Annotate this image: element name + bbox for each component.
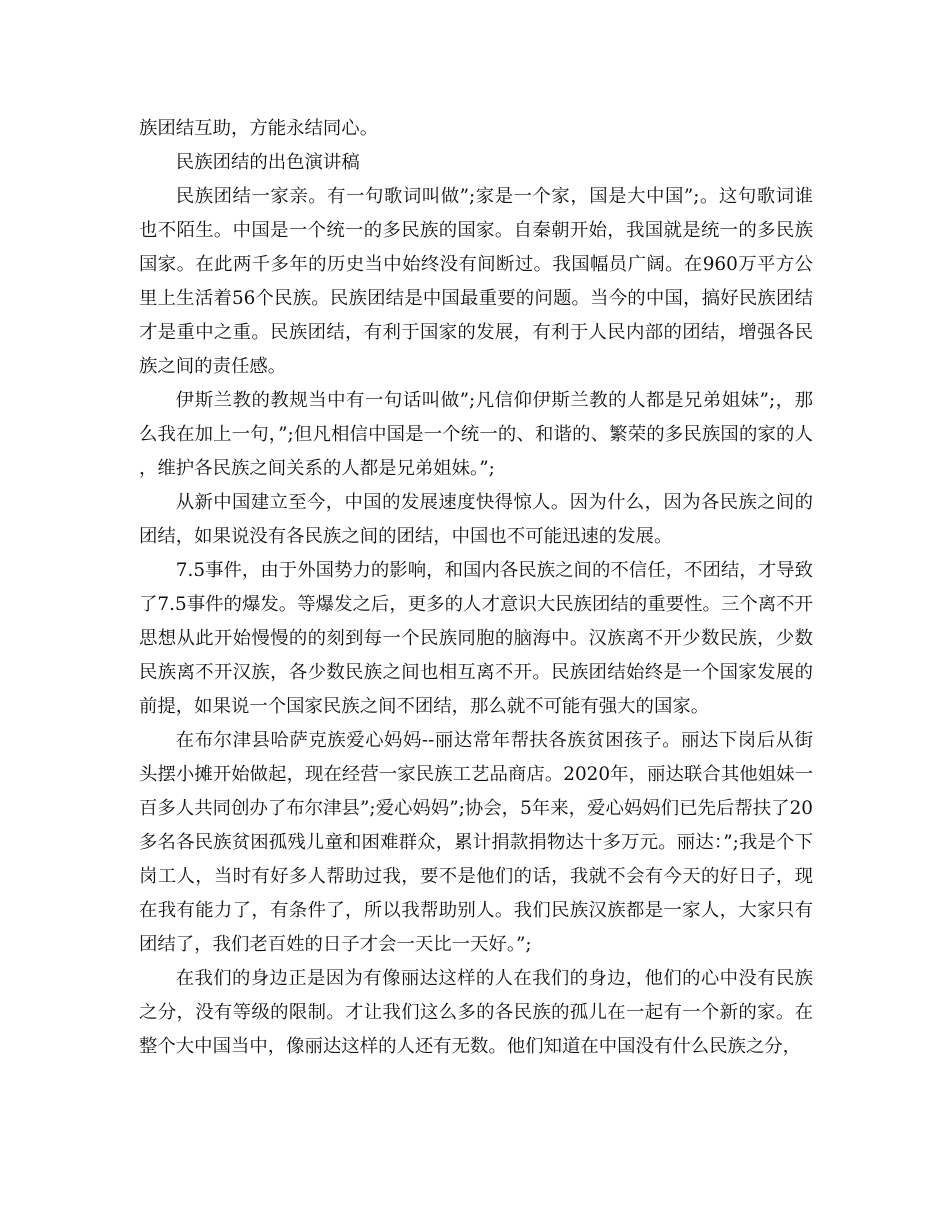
section-title: 民族团结的出色演讲稿 (175, 152, 360, 173)
paragraph-development: 从新中国建立至今，中国的发展速度快得惊人。因为什么，因为各民族之间的团结，如果说没有各民族之间的团结，中国也不可能迅速的发展。 (139, 492, 813, 547)
paragraph-islam-quote: 伊斯兰教的教规当中有一句话叫做”;凡信仰伊斯兰教的人都是兄弟姐妹”;，那么我在加上一句，”;但凡相信中国是一个统一的、和谐的、繁荣的多民族国的家的人，维护各民族之间关系的人都是兄弟姐妹。”; (139, 390, 813, 479)
paragraph-lida-story: 在布尔津县哈萨克族爱心妈妈--丽达常年帮扶各族贫困孩子。丽达下岗后从街头摆小摊开始做起，现在经营一家民族工艺品商店。2020年，丽达联合其他姐妹一百多人共同创办了布尔津县”;爱心妈妈”;协会，5年来，爱心妈妈们已先后帮扶了20多名各民族贫困孤残儿童和困难群众，累计捐款捐物达十多万元。丽达：”;我是个下岗工人，当时有好多人帮助过我，要不是他们的话，我就不会有今天的好日子，现在我有能力了，有条件了，所以我帮助别人。我们民族汉族都是一家人，大家只有团结了，我们老百姓的日子才会一天比一天好。”; (139, 730, 813, 955)
paragraph-intro: 民族团结一家亲。有一句歌词叫做”;家是一个家，国是大中国”;。这句歌词谁也不陌生。中国是一个统一的多民族的国家。自秦朝开始，我国就是统一的多民族国家。在此两千多年的历史当中始终没有间断过。我国幅员广阔。在960万平方公里上生活着56个民族。民族团结是中国最重要的问题。当今的中国，搞好民族团结才是重中之重。民族团结，有利于国家的发展，有利于人民内部的团结，增强各民族之间的责任感。 (139, 186, 813, 377)
document-page (139, 112, 813, 1064)
paragraph-conclusion: 在我们的身边正是因为有像丽达这样的人在我们的身边，他们的心中没有民族之分，没有等级的限制。才让我们这么多的各民族的孤儿在一起有一个新的家。在整个大中国当中，像丽达这样的人还有无数。他们知道在中国没有什么民族之分， (139, 968, 813, 1057)
paragraph-continuation: 族团结互助，方能永结同心。 (139, 118, 379, 139)
paragraph-event: 7.5事件，由于外国势力的影响，和国内各民族之间的不信任，不团结，才导致了7.5事件的爆发。等爆发之后，更多的人才意识大民族团结的重要性。三个离不开思想从此开始慢慢的的刻到每一个民族同胞的脑海中。汉族离不开少数民族，少数民族离不开汉族，各少数民族之间也相互离不开。民族团结始终是一个国家发展的前提，如果说一个国家民族之间不团结，那么就不可能有强大的国家。 (139, 560, 813, 717)
